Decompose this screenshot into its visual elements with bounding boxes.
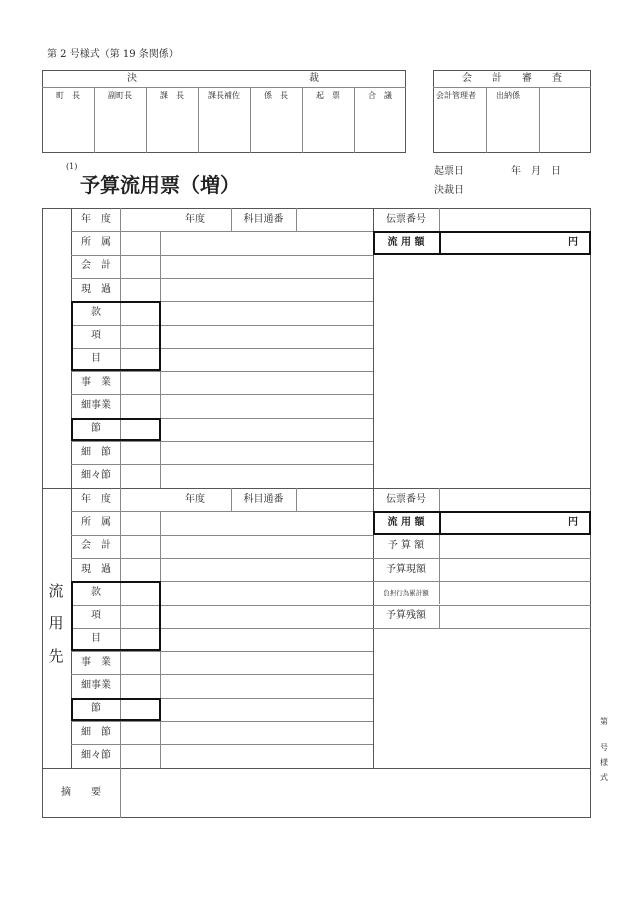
kessai-col-7: 合 議 bbox=[368, 91, 392, 100]
section1-row-label-12: 細々節 bbox=[81, 469, 111, 481]
section1-row-label-10: 節 bbox=[91, 423, 101, 435]
side-vertical-2: 号 bbox=[600, 743, 608, 752]
section1-row-label-11: 細 節 bbox=[81, 446, 111, 458]
section2-right-row-2: 予算現額 bbox=[386, 563, 426, 575]
side-label-2: 用 bbox=[48, 613, 64, 632]
section2-row-label-10: 節 bbox=[91, 703, 101, 715]
title-number: (1) bbox=[66, 162, 78, 171]
kihyo-label: 起票日 bbox=[434, 166, 464, 177]
section2-yen: 円 bbox=[568, 517, 578, 529]
section2-row-label-6: 項 bbox=[91, 610, 101, 622]
section2-row-label-12: 細々節 bbox=[81, 749, 111, 761]
section2-kan-box bbox=[71, 581, 161, 651]
section2-row-label-2: 所 属 bbox=[81, 516, 111, 528]
section1-ryuyo: 流 用 額 bbox=[387, 236, 425, 248]
section2-kamoku: 科目通番 bbox=[243, 493, 284, 505]
section2-row-label-9: 細事業 bbox=[81, 680, 111, 692]
section1-kamoku: 科目通番 bbox=[243, 213, 284, 225]
section2-row-label-7: 目 bbox=[91, 633, 101, 645]
section2-row-label-11: 細 節 bbox=[81, 726, 111, 738]
section1-yen: 円 bbox=[568, 237, 578, 249]
section2-ryuyo: 流 用 額 bbox=[387, 516, 425, 528]
section1-denpyo: 伝票番号 bbox=[386, 213, 426, 225]
kessai-col-4: 課長補佐 bbox=[208, 91, 240, 100]
section2-year-suffix: 年度 bbox=[185, 493, 205, 505]
tekiyo-label: 摘 要 bbox=[61, 787, 101, 798]
audit-col-2: 出納係 bbox=[496, 91, 520, 100]
side-vertical-3: 様 bbox=[600, 758, 608, 767]
kessai-col-6: 起 票 bbox=[316, 91, 340, 100]
section1-row-label-8: 事 業 bbox=[81, 376, 111, 388]
section1-row-label-3: 会 計 bbox=[81, 260, 111, 272]
kessai-date-label: 決裁日 bbox=[434, 185, 464, 196]
section2-row-label-8: 事 業 bbox=[81, 656, 111, 668]
kessai-col-2: 副町長 bbox=[108, 91, 132, 100]
section1-year-suffix: 年度 bbox=[185, 213, 205, 225]
section1-kan-box bbox=[71, 301, 161, 371]
kessai-label-left: 決 bbox=[127, 73, 137, 84]
side-label-1: 流 bbox=[48, 581, 64, 600]
kessai-col-5: 係 長 bbox=[264, 91, 288, 100]
section1-row-label-5: 款 bbox=[91, 306, 101, 318]
section2-row-label-3: 会 計 bbox=[81, 540, 111, 552]
form-number: 第 2 号様式（第 19 条関係） bbox=[47, 49, 179, 60]
section1-setsu-box bbox=[71, 418, 161, 441]
section1-row-label-2: 所 属 bbox=[81, 236, 111, 248]
section2-right-row-4: 予算残額 bbox=[386, 610, 426, 622]
section2-row-label-1: 年 度 bbox=[81, 493, 111, 505]
section2-right-row-3: 負担行為累計額 bbox=[383, 588, 429, 597]
audit-col-1: 会計管理者 bbox=[436, 91, 476, 100]
side-vertical-1: 第 bbox=[600, 717, 608, 726]
side-vertical-4: 式 bbox=[600, 773, 608, 782]
page-title: 予算流用票（増） bbox=[80, 173, 240, 197]
section1-row-label-9: 細事業 bbox=[81, 400, 111, 412]
section2-row-label-5: 款 bbox=[91, 586, 101, 598]
side-label-3: 先 bbox=[48, 646, 64, 665]
section2-denpyo: 伝票番号 bbox=[386, 493, 426, 505]
section2-right-row-1: 予 算 額 bbox=[387, 540, 425, 552]
section1-row-label-1: 年 度 bbox=[81, 213, 111, 225]
section1-row-label-7: 目 bbox=[91, 353, 101, 365]
section2-setsu-box bbox=[71, 698, 161, 721]
section1-row-label-4: 現 過 bbox=[81, 283, 111, 295]
kihyo-ymd: 年 月 日 bbox=[511, 166, 561, 177]
section1-row-label-6: 項 bbox=[91, 330, 101, 342]
section2-row-label-4: 現 過 bbox=[81, 563, 111, 575]
kessai-col-1: 町 長 bbox=[56, 91, 80, 100]
audit-label: 会 計 審 査 bbox=[462, 73, 562, 84]
kessai-label-right: 裁 bbox=[309, 73, 319, 84]
kessai-col-3: 課 長 bbox=[160, 91, 184, 100]
